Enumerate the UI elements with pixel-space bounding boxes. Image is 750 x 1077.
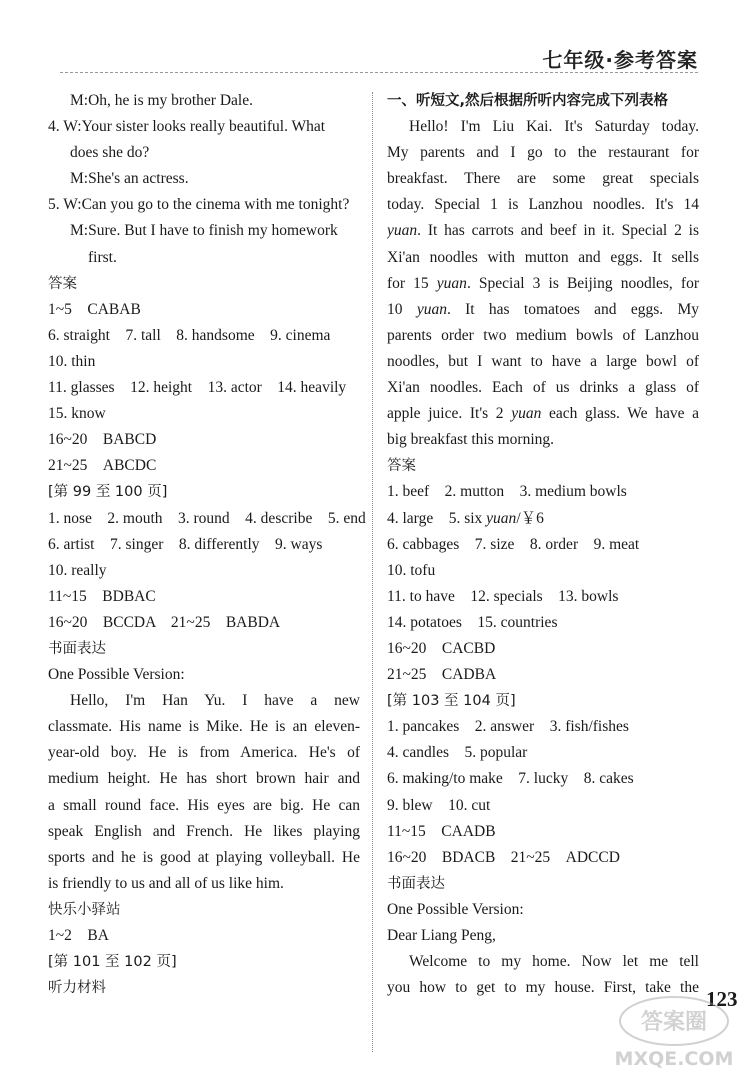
text-line: 5. W:Can you go to the cinema with me tonight?: [48, 196, 350, 214]
passage-line: 10 yuan. It has tomatoes and eggs. My: [387, 300, 699, 318]
answer-line: 1. pancakes 2. answer 3. fish/fishes: [387, 718, 629, 736]
passage-line: yuan. It has carrots and beef in it. Special 2 is: [387, 222, 699, 240]
passage-line: My parents and I go to the restaurant for: [387, 144, 699, 162]
section-heading: 书面表达: [387, 875, 445, 892]
answer-line: 1. nose 2. mouth 3. round 4. describe 5. end: [48, 509, 366, 527]
passage-line: Xi'an noodles with mutton and eggs. It sells: [387, 248, 699, 266]
svg-text:答案圈: 答案圈: [640, 1010, 708, 1035]
essay-line: is friendly to us and all of us like him.: [48, 874, 284, 892]
text-line: Dear Liang Peng,: [387, 927, 496, 944]
text-line: 4. W:Your sister looks really beautiful. What: [48, 118, 326, 136]
passage-line: breakfast. There are some great specials: [387, 170, 699, 188]
passage-line: parents order two medium bowls of Lanzhou: [387, 326, 699, 344]
answer-line: 14. potatoes 15. countries: [387, 613, 558, 631]
passage-line: for 15 yuan. Special 3 is Beijing noodles, for: [387, 274, 699, 292]
answer-line: 11. to have 12. specials 13. bowls: [387, 587, 619, 605]
answer-line: 16~20 BDACB 21~25 ADCCD: [387, 848, 620, 866]
text-line: does she do?: [70, 144, 150, 162]
answer-line: 11~15 CAADB: [387, 822, 496, 840]
essay-line: Hello, I'm Han Yu. I have a new: [70, 692, 360, 710]
answer-line: 6. making/to make 7. lucky 8. cakes: [387, 770, 634, 788]
answer-line: 1. beef 2. mutton 3. medium bowls: [387, 483, 627, 501]
answer-line: 1~2 BA: [48, 927, 109, 944]
answer-line: 4. large 5. six yuan/￥6: [387, 509, 544, 527]
answer-line: 16~20 CACBD: [387, 639, 496, 657]
passage-line: apple juice. It's 2 yuan each glass. We have a: [387, 405, 699, 423]
answer-line: 16~20 BCCDA 21~25 BABDA: [48, 613, 281, 631]
answer-line: 11. glasses 12. height 13. actor 14. heavily: [48, 379, 347, 397]
section-heading: 快乐小驿站: [48, 901, 121, 918]
essay-line: medium height. He has short brown hair and: [48, 770, 360, 788]
section-heading: 答案: [387, 458, 416, 475]
essay-line: a small round face. His eyes are big. He can: [48, 796, 360, 814]
essay-line: year-old boy. He is from America. He's of: [48, 744, 360, 762]
letter-line: Welcome to my home. Now let me tell: [409, 953, 699, 971]
text-line: M:She's an actress.: [70, 170, 189, 188]
page-range-heading: [第 103 至 104 页]: [387, 693, 516, 710]
text-line: One Possible Version:: [387, 900, 524, 918]
answer-line: 10. tofu: [387, 561, 436, 579]
answer-line: 4. candles 5. popular: [387, 744, 528, 762]
left-column: [48, 88, 366, 1001]
passage-line: noodles, but I want to have a large bowl of: [387, 352, 699, 370]
section-heading: 答案: [48, 275, 77, 292]
essay-line: classmate. His name is Mike. He is an eleven-: [48, 718, 360, 736]
passage-line: Xi'an noodles. Each of us drinks a glass of: [387, 379, 699, 397]
text-line: One Possible Version:: [48, 666, 185, 684]
page-header-title: 七年级·参考答案: [542, 48, 698, 72]
header-divider: [60, 72, 698, 73]
watermark-text: MXQE.COM: [614, 1048, 734, 1070]
text-line: first.: [88, 248, 117, 266]
page-range-heading: [第 101 至 102 页]: [48, 954, 177, 971]
essay-line: speak English and French. He likes playing: [48, 822, 360, 840]
answer-line: 6. cabbages 7. size 8. order 9. meat: [387, 535, 640, 553]
answer-line: 10. thin: [48, 352, 96, 370]
letter-line: you how to get to my house. First, take the: [387, 979, 699, 997]
answer-line: 10. really: [48, 561, 107, 579]
right-column: [387, 88, 699, 1001]
answer-line: 6. straight 7. tall 8. handsome 9. cinema: [48, 326, 331, 344]
passage-line: today. Special 1 is Lanzhou noodles. It's 14: [387, 196, 699, 214]
passage-line: Hello! I'm Liu Kai. It's Saturday today.: [409, 118, 699, 136]
page-range-heading: [第 99 至 100 页]: [48, 484, 168, 501]
passage-line: big breakfast this morning.: [387, 431, 555, 449]
answer-line: 9. blew 10. cut: [387, 796, 491, 814]
essay-line: sports and he is good at playing volleyball. He: [48, 848, 360, 866]
section-heading: 一、听短文,然后根据所听内容完成下列表格: [387, 93, 669, 109]
watermark-logo: [604, 985, 744, 1073]
answer-line: 16~20 BABCD: [48, 431, 157, 449]
answer-line: 1~5 CABAB: [48, 300, 141, 318]
section-heading: 听力材料: [48, 980, 106, 997]
answer-line: 6. artist 7. singer 8. differently 9. ways: [48, 535, 323, 553]
text-line: M:Sure. But I have to finish my homework: [70, 222, 338, 240]
column-divider: [372, 92, 373, 1052]
section-heading: 书面表达: [48, 640, 106, 657]
answer-line: 15. know: [48, 405, 106, 423]
answer-line: 21~25 CADBA: [387, 666, 497, 684]
text-line: M:Oh, he is my brother Dale.: [70, 92, 253, 109]
answer-line: 11~15 BDBAC: [48, 587, 156, 605]
page-number: 123: [706, 987, 738, 1011]
answer-line: 21~25 ABCDC: [48, 457, 157, 475]
